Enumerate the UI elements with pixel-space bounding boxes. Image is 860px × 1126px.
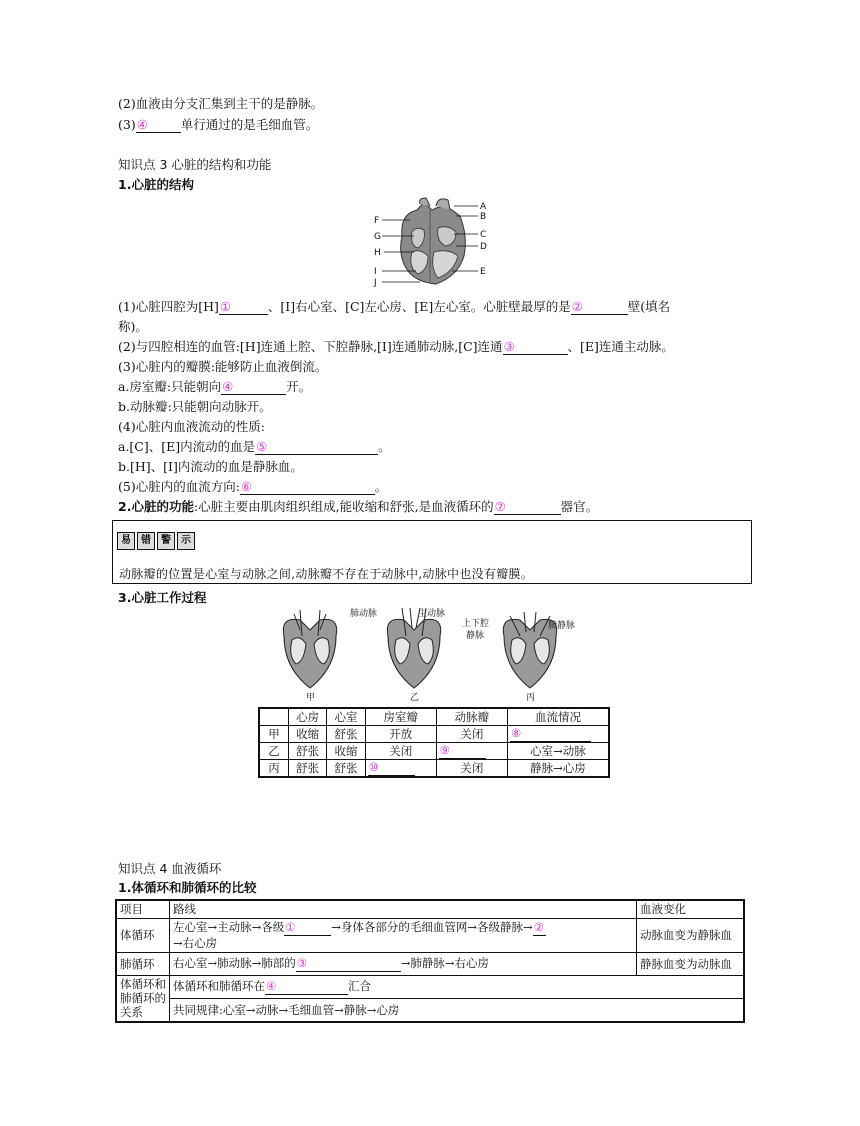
heart-label-h: H (374, 248, 381, 258)
heart-label-b: B (480, 212, 487, 222)
fill-blank[interactable]: ② (571, 299, 628, 315)
heart-label-d: D (480, 242, 487, 252)
question-3: (3)心脏内的瓣膜:能够防止血液倒流。 (118, 359, 328, 374)
heart-label-i: I (374, 267, 377, 277)
heart-label-e: E (480, 267, 486, 277)
table-row: 乙 舒张 收缩 关闭 ⑨ 心室→动脉 (259, 743, 609, 760)
table-row: 共同规律:心室→动脉→毛细血管→静脉→心房 (116, 999, 744, 1023)
subsection-title: 1.心脏的结构 (118, 177, 194, 192)
heart-label-f: F (374, 216, 380, 226)
question-4b: b.[H]、[I]内流动的血是静脉血。 (118, 459, 303, 474)
subsection-title: 1.体循环和肺循环的比较 (118, 880, 257, 895)
fill-blank[interactable]: ④ (221, 379, 286, 395)
fill-blank[interactable]: ① (284, 920, 331, 936)
text-line: 称)。 (118, 319, 148, 334)
fill-blank[interactable]: ① (219, 299, 268, 315)
circulation-comparison-table (115, 899, 745, 1023)
label-jia: 甲 (306, 693, 316, 703)
table-row: 甲 收缩 舒张 开放 关闭 ⑧ (259, 726, 609, 743)
warning-badge: 易 错 警 示 (117, 532, 195, 550)
warning-text: 动脉瓣的位置是心室与动脉之间,动脉瓣不存在于动脉中,动脉中也没有瓣膜。 (119, 567, 534, 581)
label-pulmonary-vein: 肺静脉 (548, 621, 576, 631)
fill-blank[interactable]: ③ (503, 339, 568, 355)
text-line: (3)④ 单行通过的是毛细血管。 (118, 117, 319, 132)
table-header-row: 项目 路线 血液变化 (116, 900, 744, 919)
label-bing: 丙 (526, 693, 536, 703)
question-1: (1)心脏四腔为[H]① 、[I]右心室、[C]左心房、[E]左心室。心脏壁最厚的是② 壁(填名 (118, 299, 671, 314)
table-row: 体循环和肺循环的关系 体循环和肺循环在④ 汇合 (116, 976, 744, 999)
fill-blank[interactable]: ⑨ (439, 743, 486, 759)
heart-structure-diagram (372, 196, 492, 292)
section-title: 知识点 3 心脏的结构和功能 (118, 157, 272, 172)
question-4: (4)心脏内血液流动的性质: (118, 419, 265, 434)
heart-yi-illustration (387, 608, 440, 688)
heart-cycle-diagram (270, 606, 600, 704)
label-aorta: 主动脉 (418, 609, 446, 619)
fill-blank[interactable]: ② (533, 920, 544, 934)
label-vena-cava: 上下腔 (462, 619, 490, 629)
label-pulmonary-artery: 肺动脉 (350, 609, 378, 619)
heart-label-c: C (480, 230, 487, 240)
fill-blank[interactable]: ⑥ (240, 479, 375, 495)
subsection-title: 3.心脏工作过程 (118, 590, 207, 605)
table-row: 丙 舒张 舒张 ⑩ 关闭 静脉→心房 (259, 760, 609, 778)
heart-cycle-table (258, 707, 610, 778)
fill-blank[interactable]: ③ (296, 956, 401, 972)
table-row: 肺循环 右心室→肺动脉→肺部的③ →肺静脉→右心房 静脉血变为动脉血 (116, 953, 744, 976)
error-warning-box (112, 520, 752, 584)
fill-blank[interactable]: ④ (265, 979, 348, 995)
question-3b: b.动脉瓣:只能朝向动脉开。 (118, 399, 272, 414)
question-3a: a.房室瓣:只能朝向④ 开。 (118, 379, 312, 394)
section-title: 知识点 4 血液循环 (118, 861, 222, 876)
heart-function: 2.心脏的功能:心脏主要由肌肉组织组成,能收缩和舒张,是血液循环的⑦ 器官。 (118, 499, 599, 514)
fill-blank[interactable]: ⑧ (510, 726, 591, 742)
question-4a: a.[C]、[E]内流动的血是⑤ 。 (118, 439, 391, 454)
label-vena-cava-2: 静脉 (466, 631, 485, 641)
text-line: (2)血液由分支汇集到主干的是静脉。 (118, 96, 324, 111)
heart-label-j: J (374, 278, 377, 288)
table-row: 体循环 左心室→主动脉→各级① →身体各部分的毛细血管网→各级静脉→② →右心房 动脉血变为静脉血 (116, 919, 744, 953)
fill-blank[interactable]: ⑩ (368, 760, 415, 776)
question-5: (5)心脏内的血流方向:⑥ 。 (118, 479, 388, 494)
question-2: (2)与四腔相连的血管:[H]连通上腔、下腔静脉,[I]连通肺动脉,[C]连通③ 、[E]连通主动脉。 (118, 339, 674, 354)
heart-label-a: A (480, 202, 487, 212)
fill-blank[interactable]: ④ (136, 117, 181, 133)
label-yi: 乙 (410, 693, 420, 703)
fill-blank[interactable]: ⑤ (255, 439, 378, 455)
table-header-row: 心房 心室 房室瓣 动脉瓣 血流情况 (259, 708, 609, 726)
heart-jia-illustration (283, 610, 336, 688)
heart-label-g: G (374, 232, 381, 242)
fill-blank[interactable]: ⑦ (494, 499, 561, 515)
